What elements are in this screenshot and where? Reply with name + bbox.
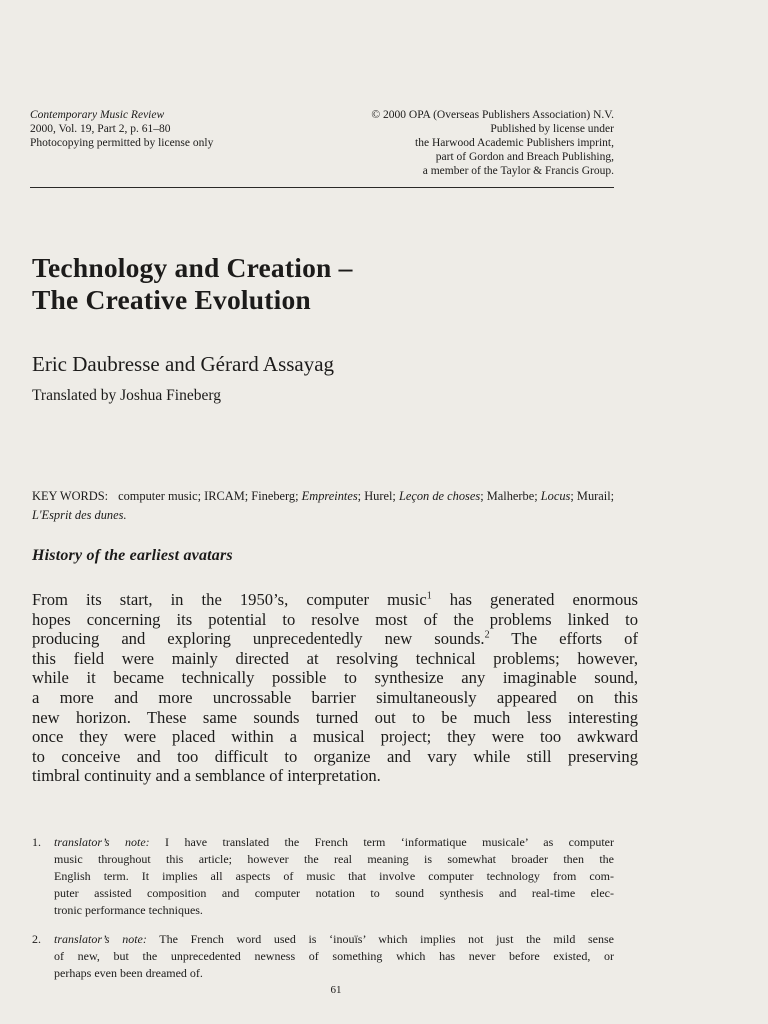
keywords-list: computer music; IRCAM; Fineberg; Empreintes; Hurel; Leçon de choses; Malherbe; Locus; Murail; L'Esprit des dunes. xyxy=(32,489,615,522)
footnote-line xyxy=(54,931,614,948)
keywords xyxy=(32,487,644,525)
translator-note-label: translator’s note: xyxy=(54,932,147,946)
keyword: Malherbe xyxy=(486,489,535,503)
paragraph-line: while it became technically possible to synthesize any imaginable sound, xyxy=(32,668,638,688)
footnote-2 xyxy=(32,931,614,982)
copyright-notice xyxy=(371,108,614,178)
footnote-line xyxy=(54,834,614,851)
journal-name: Contemporary Music Review xyxy=(30,109,165,121)
section-heading: History of the earliest avatars xyxy=(32,547,233,564)
paragraph-line xyxy=(32,590,638,610)
copyright-line: part of Gordon and Breach Publishing, xyxy=(435,151,614,163)
footnote-line: music throughout this article; however the real meaning is somewhat broader then the xyxy=(54,852,614,866)
title-line: The Creative Evolution xyxy=(32,284,311,315)
paragraph-line: hopes concerning its potential to resolve most of the problems linked to xyxy=(32,609,638,629)
footnote-text: The French word used is ‘inouïs’ which implies not just the mild sense xyxy=(146,932,614,946)
keyword: Hurel xyxy=(364,489,393,503)
body-paragraph xyxy=(32,590,638,786)
keyword: Fineberg xyxy=(251,489,296,503)
copyright-line: © 2000 OPA (Overseas Publishers Association) N.V. xyxy=(371,109,614,121)
footnote-line: tronic performance techniques. xyxy=(54,903,203,917)
translator-note-label: translator’s note: xyxy=(54,835,150,849)
footnote-line: puter assisted composition and computer notation to sound synthesis and real-time elec- xyxy=(54,886,614,900)
paragraph-line: timbral continuity and a semblance of interpretation. xyxy=(32,766,381,786)
journal-info xyxy=(30,108,213,150)
copyright-line: the Harwood Academic Publishers imprint, xyxy=(415,137,614,149)
footnote-ref-2[interactable]: 2 xyxy=(484,629,490,641)
paragraph-text: From its start, in the 1950’s, computer music xyxy=(32,590,427,609)
footnote-line: English term. It implies all aspects of music that involve computer technology from com- xyxy=(54,869,614,883)
keyword: L'Esprit des dunes. xyxy=(32,508,127,522)
header-divider xyxy=(30,187,614,188)
journal-volume: 2000, Vol. 19, Part 2, p. 61–80 xyxy=(30,123,171,135)
paragraph-line xyxy=(32,629,638,649)
footnote-number: 2. xyxy=(32,932,41,946)
paragraph-line: once they were placed within a musical project; they were too awkward xyxy=(32,727,638,747)
footnote-ref-1[interactable]: 1 xyxy=(426,590,432,602)
footnote-line: of new, but the unprecedented newness of something which has never before existed, or xyxy=(54,949,614,963)
keywords-label: KEY WORDS: xyxy=(32,489,109,503)
title-line: Technology and Creation – xyxy=(32,252,353,283)
article-authors: Eric Daubresse and Gérard Assayag xyxy=(32,352,335,376)
keyword: Empreintes xyxy=(301,489,358,503)
copyright-line: Published by license under xyxy=(490,123,614,135)
photocopy-notice: Photocopying permitted by license only xyxy=(30,137,214,149)
paragraph-line: to conceive and too difficult to organize and vary while still preserving xyxy=(32,746,638,766)
keyword: Locus xyxy=(540,489,571,503)
footnote-line: perhaps even been dreamed of. xyxy=(54,966,203,980)
page-number: 61 xyxy=(330,984,342,996)
keyword: IRCAM xyxy=(204,489,245,503)
article-title xyxy=(32,252,353,316)
paragraph-line: this field were mainly directed at resolving technical problems; however, xyxy=(32,648,638,668)
paragraph-text: has generated enormous xyxy=(431,590,638,609)
paragraph-line: a more and more uncrossable barrier simultaneously appeared on this xyxy=(32,687,638,707)
footnotes xyxy=(32,834,614,994)
keyword: Murail xyxy=(576,489,611,503)
paragraph-text: The efforts of xyxy=(489,629,638,649)
paragraph-line: new horizon. These same sounds turned out to be much less interesting xyxy=(32,707,638,727)
keyword: computer music xyxy=(118,489,198,503)
footnote-1 xyxy=(32,834,614,919)
copyright-line: a member of the Taylor & Francis Group. xyxy=(422,165,614,177)
article-translator: Translated by Joshua Fineberg xyxy=(32,387,222,404)
paragraph-text: producing and exploring unprecedentedly new sounds. xyxy=(32,629,485,649)
keyword: Leçon de choses xyxy=(398,489,481,503)
footnote-number: 1. xyxy=(32,835,41,849)
footnote-text: I have translated the French term ‘informatique musicale’ as computer xyxy=(149,835,615,849)
